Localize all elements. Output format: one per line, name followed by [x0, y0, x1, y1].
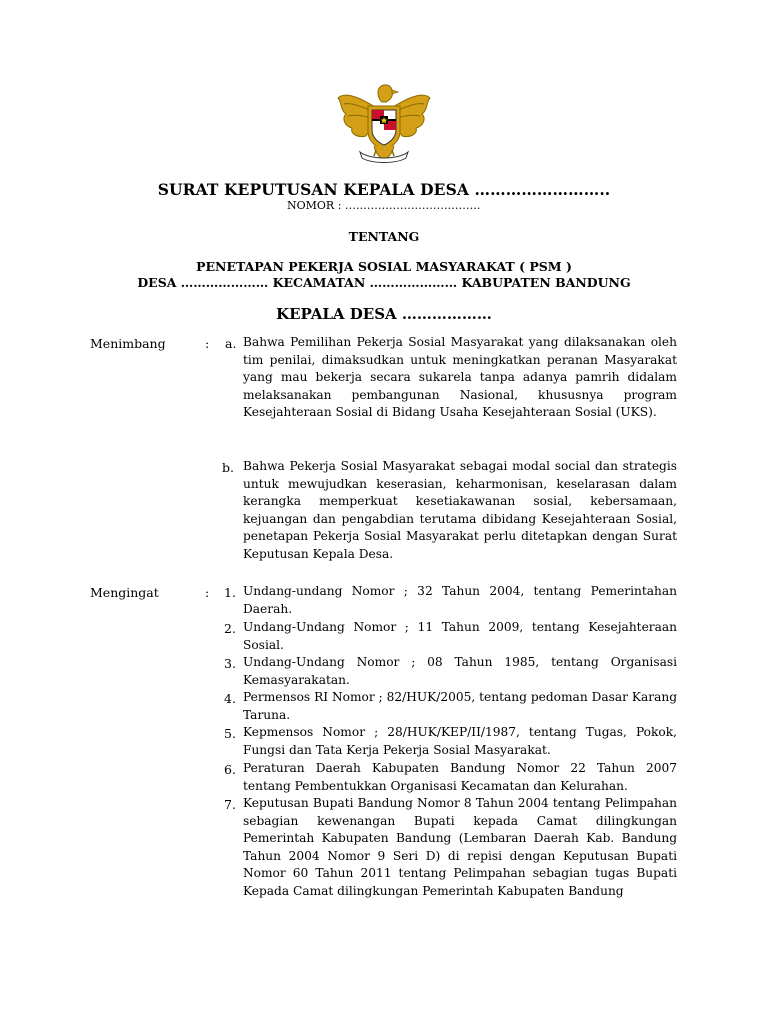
- menimbang-label: Menimbang: [90, 336, 166, 351]
- mengingat-colon: :: [205, 585, 210, 600]
- mengingat-marker-7: 7.: [224, 797, 236, 812]
- menimbang-item-b: Bahwa Pekerja Sosial Masyarakat sebagai modal social dan strategis untuk mewujudkan keserasian, keharmonisan, keselarasan dalam kerangka memperkuat kesetiakawanan sosial, kebersamaan, kejuangan dan pengabdian terutama dibidang Kesejahteraan Sosial, penetapan Pekerja Sosial Masyarakat perlu ditetapkan dengan Surat Keputusan Kepala Desa.: [243, 459, 677, 561]
- menimbang-marker-b: b.: [222, 460, 234, 475]
- mengingat-marker-2: 2.: [224, 621, 236, 636]
- mengingat-item-2: Undang-Undang Nomor ; 11 Tahun 2009, tentang Kesejahteraan Sosial.: [243, 620, 677, 652]
- mengingat-marker-1: 1.: [224, 585, 236, 600]
- mengingat-item-1: Undang-undang Nomor ; 32 Tahun 2004, tentang Pemerintahan Daerah.: [243, 584, 677, 616]
- mengingat-item-5: Kepmensos Nomor ; 28/HUK/KEP/II/1987, tentang Tugas, Pokok, Fungsi dan Tata Kerja Pekerja Sosial Masyarakat.: [243, 725, 677, 757]
- menimbang-marker-a: a.: [225, 336, 237, 351]
- kepala-desa-heading: KEPALA DESA ………………: [276, 305, 492, 323]
- mengingat-item-4: Permensos RI Nomor ; 82/HUK/2005, tentang pedoman Dasar Karang Taruna.: [243, 690, 677, 722]
- mengingat-marker-4: 4.: [224, 691, 236, 706]
- mengingat-item-6: Peraturan Daerah Kabupaten Bandung Nomor 22 Tahun 2007 tentang Pembentukkan Organisasi Kecamatan dan Kelurahan.: [243, 761, 677, 793]
- mengingat-item-7: Keputusan Bupati Bandung Nomor 8 Tahun 2004 tentang Pelimpahan sebagian kewenangan Bupati kepada Camat dilingkungan Pemerintah Kabupaten Bandung (Lembaran Daerah Kab. Bandung Tahun 2004 Nomor 9 Seri D) di repisi dengan Keputusan Bupati Nomor 60 Tahun 2011 tentang Pelimpahan sebagian tugas Bupati Kepada Camat dilingkungan Pemerintah Kabupaten Bandung: [243, 796, 677, 898]
- subject-line-2: DESA ………………… KECAMATAN ………………… KABUPATEN BANDUNG: [137, 275, 631, 290]
- mengingat-item-3: Undang-Undang Nomor ; 08 Tahun 1985, tentang Organisasi Kemasyarakatan.: [243, 655, 677, 687]
- menimbang-colon: :: [205, 336, 210, 351]
- garuda-emblem-icon: [334, 80, 434, 168]
- mengingat-marker-6: 6.: [224, 762, 236, 777]
- mengingat-marker-3: 3.: [224, 656, 236, 671]
- document-title: SURAT KEPUTUSAN KEPALA DESA ……………………..: [157, 180, 611, 199]
- subject-line-1: PENETAPAN PEKERJA SOSIAL MASYARAKAT ( PSM ): [196, 259, 572, 274]
- tentang-heading: TENTANG: [348, 229, 420, 244]
- mengingat-label: Mengingat: [90, 585, 159, 600]
- document-number: NOMOR : ……………………………….: [287, 199, 481, 212]
- menimbang-item-a: Bahwa Pemilihan Pekerja Sosial Masyarakat yang dilaksanakan oleh tim penilai, dimaksudkan untuk meningkatkan peranan Masyarakat yang mau bekerja secara sukarela tanpa adanya pamrih didalam melaksanakan pembangunan Nasional, khususnya program Kesejahteraan Sosial di Bidang Usaha Kesejahteraan Sosial (UKS).: [243, 335, 677, 420]
- mengingat-marker-5: 5.: [224, 726, 236, 741]
